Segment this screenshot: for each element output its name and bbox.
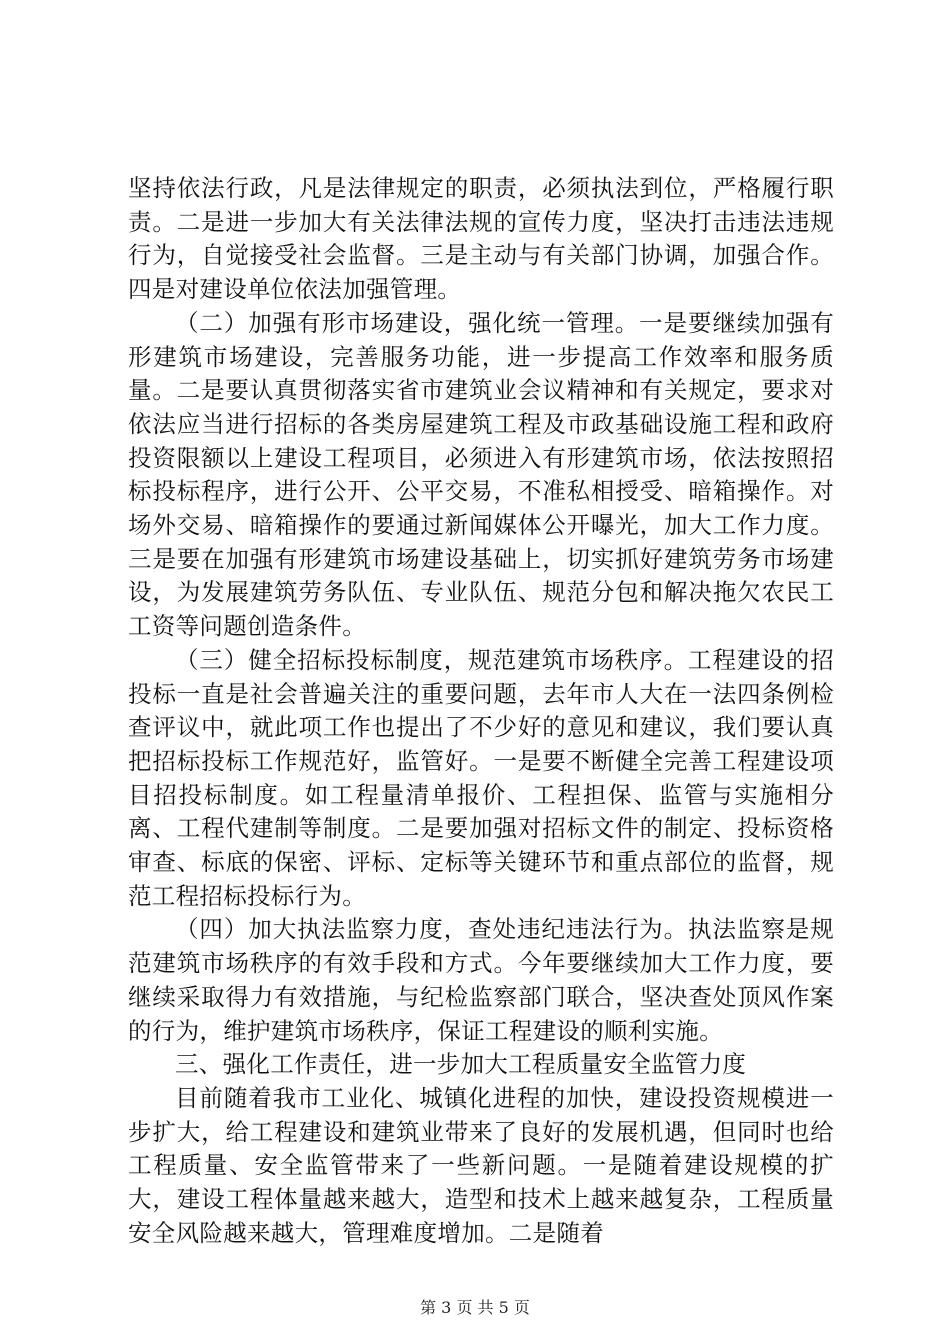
paragraph-current-situation: 目前随着我市工业化、城镇化进程的加快，建设投资规模进一步扩大，给工程建设和建筑业带来了良好的发展机遇，但同时也给工程质量、安全监管带来了一些新问题。一是随着建设规模的扩大，建设工程体量越来越大，造型和技术上越来越复杂，工程质量安全风险越来越大，管理难度增加。二是随着 — [128, 1083, 834, 1247]
paragraph-section-4: （四）加大执法监察力度，查处违纪违法行为。执法监察是规范建筑市场秩序的有效手段和方式。今年要继续加大工作力度，要继续采取得力有效措施，与纪检监察部门联合，坚决查处顶风作案的行为，维护建筑市场秩序，保证工程建设的顺利实施。 — [128, 915, 834, 1045]
section-heading-3: 三、强化工作责任，进一步加大工程质量安全监管力度 — [175, 1050, 747, 1079]
paragraph-section-3: （三）健全招标投标制度，规范建筑市场秩序。工程建设的招投标一直是社会普遍关注的重要问题，去年市人大在一法四条例检查评议中，就此项工作也提出了不少好的意见和建议，我们要认真把招标投标工作规范好，监管好。一是要不断健全完善工程建设项目招投标制度。如工程量清单报价、工程担保、监管与实施相分离、工程代建制等制度。二是要加强对招标文件的制定、投标资格审查、标底的保密、评标、定标等关键环节和重点部位的监督，规范工程招标投标行为。 — [128, 645, 834, 910]
paragraph-section-2: （二）加强有形市场建设，强化统一管理。一是要继续加强有形建筑市场建设，完善服务功能，进一步提高工作效率和服务质量。二是要认真贯彻落实省市建筑业会议精神和有关规定，要求对依法应当进行招标的各类房屋建筑工程及市政基础设施工程和政府投资限额以上建设工程项目，必须进入有形建筑市场，依法按照招标投标程序，进行公开、公平交易，不准私相授受、暗箱操作。对场外交易、暗箱操作的要通过新闻媒体公开曝光，加大工作力度。三是要在加强有形建筑市场建设基础上，切实抓好建筑劳务市场建设，为发展建筑劳务队伍、专业队伍、规范分包和解决拖欠农民工工资等问题创造条件。 — [128, 308, 834, 641]
document-body — [128, 172, 834, 1251]
page-footer: 第 3 页 共 5 页 — [420, 1298, 530, 1317]
paragraph-continuation: 坚持依法行政，凡是法律规定的职责，必须执法到位，严格履行职责。二是进一步加大有关法律法规的宣传力度，坚决打击违法违规行为，自觉接受社会监督。三是主动与有关部门协调，加强合作。四是对建设单位依法加强管理。 — [128, 174, 834, 304]
